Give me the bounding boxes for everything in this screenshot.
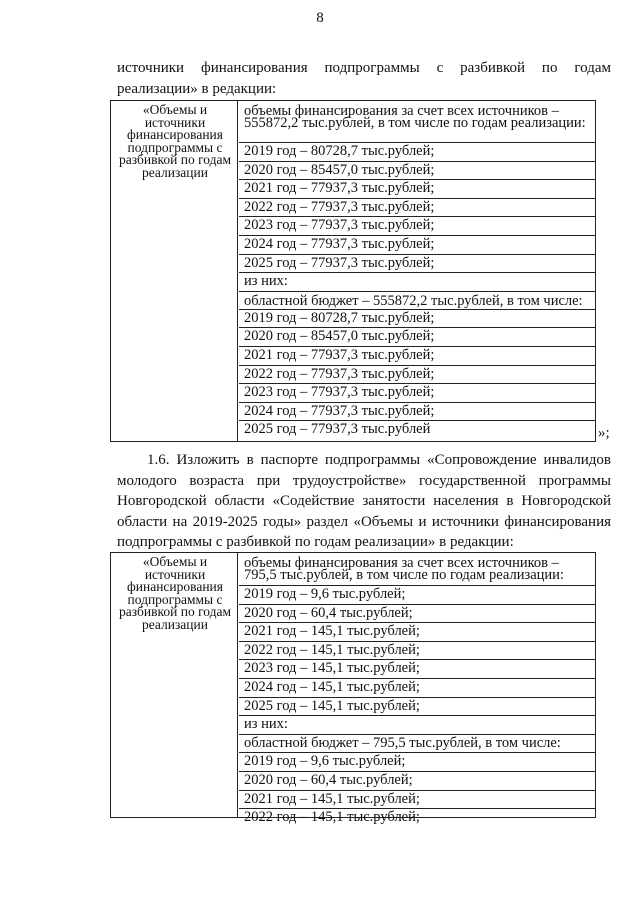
para16-line-2: молодого возраста при трудоустройстве» государственной программы	[117, 472, 611, 489]
intro-paragraph	[117, 58, 611, 99]
table-row: 2020 год – 60,4 тыс.рублей;	[239, 604, 595, 623]
table-row: 2024 год – 145,1 тыс.рублей;	[239, 678, 595, 697]
table-row: 2019 год – 9,6 тыс.рублей;	[239, 585, 595, 604]
table-row: из них:	[239, 272, 595, 291]
table2-value-cell	[239, 553, 595, 827]
table-row: 2021 год – 145,1 тыс.рублей;	[239, 622, 595, 641]
table-row: 2020 год – 85457,0 тыс.рублей;	[239, 327, 595, 346]
table-row: из них:	[239, 715, 595, 734]
table-row: 2019 год – 80728,7 тыс.рублей;	[239, 142, 595, 161]
table-row: 2024 год – 77937,3 тыс.рублей;	[239, 402, 595, 421]
funding-table-1	[110, 100, 596, 442]
page-number: 8	[316, 10, 324, 26]
table1-label-cell	[111, 101, 238, 441]
table1-value-cell	[239, 101, 595, 439]
section-1-6-paragraph	[117, 450, 611, 553]
table-row: 2022 год – 145,1 тыс.рублей;	[239, 641, 595, 660]
table1-budget-row: областной бюджет – 555872,2 тыс.рублей, в том числе:	[239, 291, 595, 309]
table1-header: объемы финансирования за счет всех источников – 555872,2 тыс.рублей, в том числе по годам реализации:	[244, 103, 586, 131]
table2-header: объемы финансирования за счет всех источников – 795,5 тыс.рублей, в том числе по годам реализации:	[244, 555, 564, 583]
table-row: 2022 год – 145,1 тыс.рублей;	[239, 808, 595, 827]
table-row: 2023 год – 145,1 тыс.рублей;	[239, 659, 595, 678]
table-row: 2022 год – 77937,3 тыс.рублей;	[239, 365, 595, 384]
table-row: 2024 год – 77937,3 тыс.рублей;	[239, 235, 595, 254]
table-row: 2021 год – 77937,3 тыс.рублей;	[239, 346, 595, 365]
intro-line-1: источники финансирования подпрограммы с разбивкой по годам	[117, 60, 611, 76]
table1-closing-quote: »;	[598, 425, 610, 441]
table1-label: «Объемы и источники финансирования подпрограммы с разбивкой по годам реализации	[118, 102, 232, 180]
para16-line-3: Новгородской области «Содействие занятости населения в Новгородской	[117, 493, 611, 509]
para16-line-1: 1.6. Изложить в паспорте подпрограммы «Сопровождение инвалидов	[147, 452, 611, 468]
table2-label: «Объемы и источники финансирования подпрограммы с разбивкой по годам реализации	[118, 554, 232, 632]
table-row: 2019 год – 9,6 тыс.рублей;	[239, 752, 595, 771]
table2-label-cell	[111, 553, 238, 817]
table-row: областной бюджет – 795,5 тыс.рублей, в том числе:	[239, 734, 595, 753]
intro-line-2: реализации» в редакции:	[117, 80, 277, 97]
table-row: 2022 год – 77937,3 тыс.рублей;	[239, 198, 595, 217]
table-row: 2025 год – 77937,3 тыс.рублей	[239, 420, 595, 439]
table-row: 2021 год – 77937,3 тыс.рублей;	[239, 179, 595, 198]
table-row: 2020 год – 60,4 тыс.рублей;	[239, 771, 595, 790]
table-row: 2021 год – 145,1 тыс.рублей;	[239, 790, 595, 809]
para16-line-5: подпрограммы с разбивкой по годам реализации» в редакции:	[117, 534, 514, 550]
table-row: 2025 год – 145,1 тыс.рублей;	[239, 697, 595, 716]
table-row: 2020 год – 85457,0 тыс.рублей;	[239, 161, 595, 180]
para16-line-4: области на 2019-2025 годы» раздел «Объемы и источники финансирования	[117, 513, 611, 530]
table-row: 2019 год – 80728,7 тыс.рублей;	[239, 309, 595, 328]
table-row: 2023 год – 77937,3 тыс.рублей;	[239, 383, 595, 402]
funding-table-2	[110, 552, 596, 826]
table-row: 2025 год – 77937,3 тыс.рублей;	[239, 254, 595, 273]
table-row: 2023 год – 77937,3 тыс.рублей;	[239, 216, 595, 235]
